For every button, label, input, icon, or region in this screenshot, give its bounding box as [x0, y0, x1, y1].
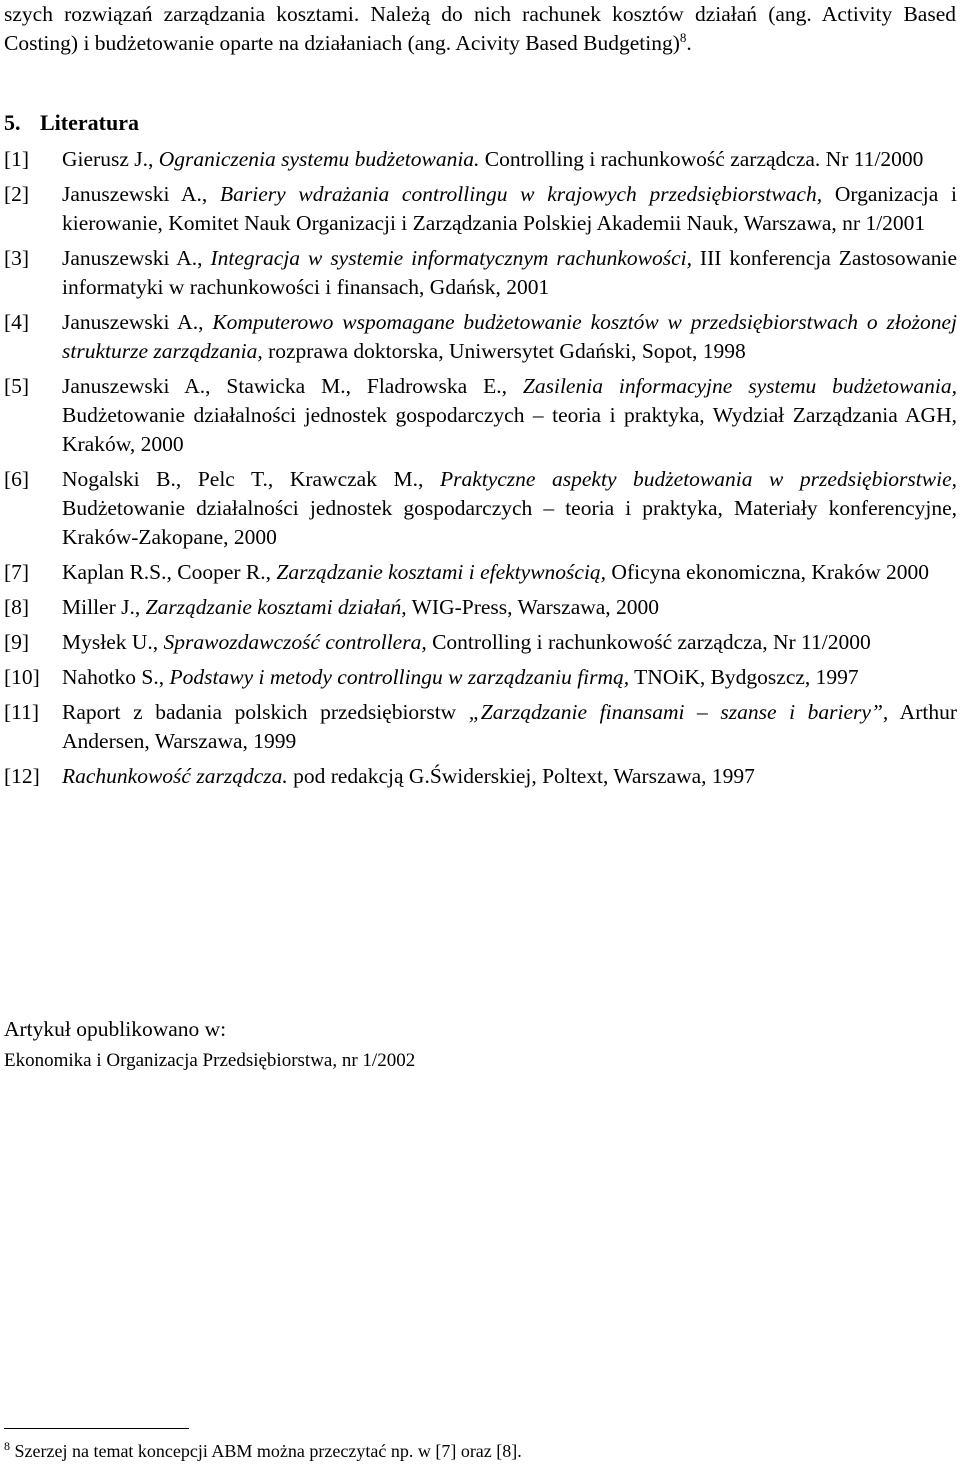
reference-authors: Januszewski A.,	[62, 310, 213, 334]
reference-title: Ograniczenia systemu budżetowania.	[158, 147, 480, 171]
reference-details: Controlling i rachunkowość zarządcza. Nr 11/2000	[479, 147, 924, 171]
footnote-mark: 8	[4, 1439, 10, 1453]
reference-item	[4, 698, 957, 756]
reference-details: WIG-Press, Warszawa, 2000	[406, 595, 660, 619]
reference-title: Bariery wdrażania controllingu w krajowych przedsiębiorstwach,	[220, 182, 823, 206]
reference-number: [9]	[4, 630, 30, 654]
reference-number: [3]	[4, 246, 30, 270]
reference-authors: Kaplan R.S., Cooper R.,	[62, 560, 277, 584]
reference-number: [4]	[4, 310, 30, 334]
reference-title: Integracja w systemie informatycznym rachunkowości,	[210, 246, 692, 270]
reference-details: Arthur Andersen, Warszawa, 1999	[62, 700, 957, 753]
reference-number: [6]	[4, 467, 30, 491]
reference-number: [10]	[4, 665, 40, 689]
reference-item	[4, 762, 957, 791]
reference-item	[4, 308, 957, 366]
reference-title: Sprawozdawczość controllera,	[163, 630, 427, 654]
reference-number: [12]	[4, 764, 40, 788]
reference-details: Budżetowanie działalności jednostek gospodarczych – teoria i praktyka, Wydział Zarządzania AGH, Kraków, 2000	[62, 403, 957, 456]
reference-details: Oficyna ekonomiczna, Kraków 2000	[606, 560, 930, 584]
reference-item	[4, 558, 957, 587]
reference-authors: Januszewski A.,	[62, 182, 221, 206]
reference-details: III konferencja Zastosowanie informatyki w rachunkowości i finansach, Gdańsk, 2001	[62, 246, 958, 299]
reference-title: „Zarządzanie finansami – szanse i bariery”,	[468, 700, 889, 724]
reference-details: Budżetowanie działalności jednostek gospodarczych – teoria i praktyka, Materiały konferencyjne, Kraków-Zakopane, 2000	[62, 496, 957, 549]
reference-authors: Nogalski B., Pelc T., Krawczak M.,	[62, 467, 440, 491]
reference-item	[4, 628, 957, 657]
reference-title: Rachunkowość zarządcza.	[62, 764, 288, 788]
reference-authors: Raport z badania polskich przedsiębiorstw	[62, 700, 469, 724]
reference-list	[4, 145, 957, 797]
reference-item	[4, 593, 957, 622]
reference-title: Zarządzanie kosztami działań,	[145, 595, 407, 619]
reference-item	[4, 465, 957, 552]
reference-number: [1]	[4, 147, 30, 171]
reference-item	[4, 372, 957, 459]
reference-authors: Gierusz J.,	[62, 147, 159, 171]
reference-title: Zarządzanie kosztami i efektywnością,	[276, 560, 607, 584]
publication-source: Ekonomika i Organizacja Przedsiębiorstwa, nr 1/2002	[4, 1050, 416, 1071]
reference-details: Organizacja i kierowanie, Komitet Nauk Organizacji i Zarządzania Polskiej Akademii Nauk, Warszawa, nr 1/2001	[62, 182, 957, 235]
section-title: Literatura	[40, 110, 139, 135]
reference-title: Komputerowo wspomagane budżetowanie kosztów w przedsiębiorstwach o złożonej strukturze zarządzania,	[62, 310, 957, 363]
reference-item	[4, 145, 957, 174]
publication-label: Artykuł opublikowano w:	[4, 1017, 227, 1041]
reference-number: [5]	[4, 374, 30, 398]
intro-text: szych rozwiązań zarządzania kosztami. Należą do nich rachunek kosztów działań (ang. Activity Based Costing) i budżetowanie oparte na działaniach (ang. Acivity Based Budgeting)	[4, 2, 956, 55]
intro-paragraph	[4, 0, 956, 58]
reference-title: Praktyczne aspekty budżetowania w przedsiębiorstwie,	[439, 467, 957, 491]
publication-note	[4, 1013, 415, 1077]
footnote-text: Szerzej na temat koncepcji ABM można przeczytać np. w [7] oraz [8].	[10, 1441, 522, 1461]
reference-authors: Januszewski A.,	[62, 246, 211, 270]
reference-title: Zasilenia informacyjne systemu budżetowania,	[522, 374, 958, 398]
reference-authors: Nahotko S.,	[62, 665, 170, 689]
reference-details: pod redakcją G.Świderskiej, Poltext, Warszawa, 1997	[287, 764, 755, 788]
reference-number: [2]	[4, 182, 30, 206]
reference-item	[4, 180, 957, 238]
section-heading	[4, 110, 139, 136]
reference-number: [7]	[4, 560, 30, 584]
section-number: 5.	[4, 110, 21, 135]
reference-authors: Miller J.,	[62, 595, 146, 619]
reference-details: rozprawa doktorska, Uniwersytet Gdański, Sopot, 1998	[262, 339, 746, 363]
footnote-reference[interactable]: 8	[679, 29, 687, 45]
reference-number: [11]	[4, 700, 40, 724]
reference-authors: Mysłek U.,	[62, 630, 164, 654]
footnote	[4, 1440, 522, 1462]
reference-authors: Januszewski A., Stawicka M., Fladrowska E.,	[62, 374, 523, 398]
reference-item	[4, 663, 957, 692]
footnote-divider	[4, 1428, 189, 1429]
intro-tail: .	[686, 31, 692, 55]
reference-item	[4, 244, 957, 302]
reference-title: Podstawy i metody controllingu w zarządzaniu firmą,	[169, 665, 630, 689]
reference-details: Controlling i rachunkowość zarządcza, Nr 11/2000	[426, 630, 871, 654]
reference-details: TNOiK, Bydgoszcz, 1997	[629, 665, 859, 689]
reference-number: [8]	[4, 595, 30, 619]
